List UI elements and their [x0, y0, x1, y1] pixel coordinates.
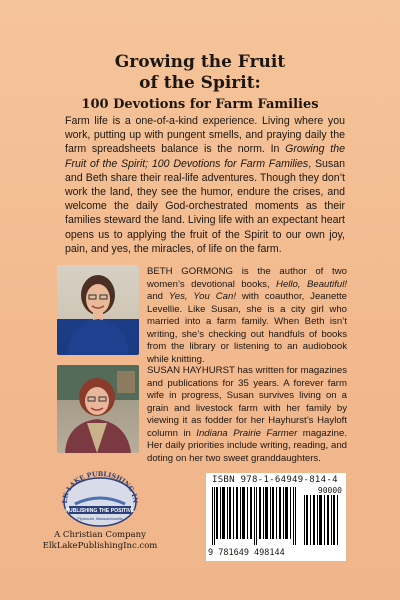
title-line-1: Growing the Fruit	[114, 52, 286, 72]
book-subtitle: 100 Devotions for Farm Families	[81, 97, 319, 112]
addon-bars	[304, 495, 340, 545]
svg-text:PUBLISHING THE POSITIVE: PUBLISHING THE POSITIVE	[65, 508, 135, 514]
price-code: 90000	[317, 486, 342, 495]
blurb-text-2: , Susan and Beth share their real-life adventures. Though they don’t work the land, they see the humor, endure the crises, and welcome the daily God-orchestrated moments as their families steward the land. Living life with an expectant heart opens us to applying the fruit of the Spirit to our own joy, pain, and yes, the miracles, of life on the farm.	[65, 157, 345, 255]
elk-lake-publishing-logo	[55, 468, 145, 528]
ean-bars	[212, 487, 298, 545]
svg-text:Plymouth, Massachusetts: Plymouth, Massachusetts	[77, 516, 123, 521]
isbn-number: ISBN 978-1-64949-814-4	[212, 475, 338, 485]
svg-text:ELK LAKE PUBLISHING INC: LK LAKE PUBLISHING IN	[60, 469, 140, 504]
publisher-tagline: A Christian Company	[54, 530, 146, 540]
beth-gormong-photo	[57, 265, 139, 355]
blurb-book-title: Growing the Fruit of the Spirit; 100 Devotions for Farm Families	[65, 143, 346, 170]
isbn-barcode	[206, 473, 346, 561]
ean-digits: 9 781649 498144	[208, 548, 285, 558]
susan-hayhurst-bio: SUSAN HAYHURST has written for magazines and publications for 35 years. A forever farm wife in progress, Susan survives living on a grain and livestock farm with her family by viewing it as fodder for her Hayhurst’s Hayloft column in Indiana Prairie Farmer magazine. Her daily priorities include writing, reading, and doting on her two sweet granddaughters.	[147, 365, 347, 464]
book-blurb	[65, 114, 345, 256]
beth-gormong-bio: BETH GORMONG is the author of two women’s devotional books, Hello, Beautiful! and Yes, You Can! with coauthor, Jeanette Levellie. Like Susan, she is a city girl who married into a farm family. When Beth isn’t writing, she’s checking out handfuls of books from the library or listening to an audiobook while knitting.	[147, 266, 347, 365]
blurb-text-1: Farm life is a one-of-a-kind experience. Living where you work, putting up with pungent smells, and praying daily the farm spreadsheets balance is the norm. In	[65, 115, 345, 156]
publisher-website: ElkLakePublishingInc.com	[42, 540, 158, 551]
publisher-info	[40, 530, 160, 551]
title-line-2: of the Spirit:	[139, 73, 261, 93]
susan-hayhurst-photo	[57, 365, 139, 453]
book-title	[0, 52, 400, 94]
